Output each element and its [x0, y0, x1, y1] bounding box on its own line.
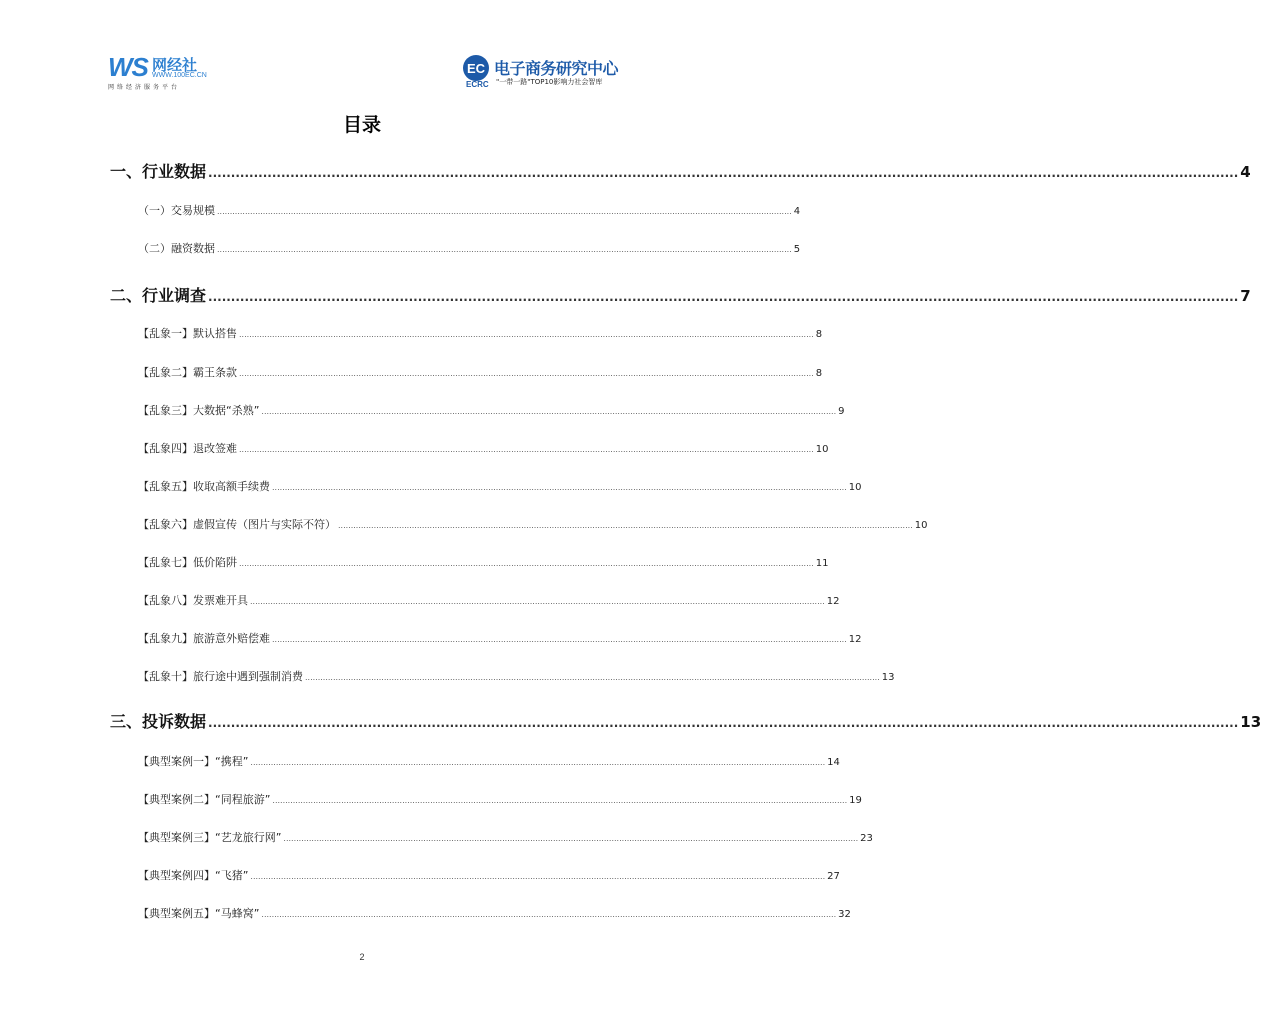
toc-entry-label: 【乱象七】低价陷阱	[138, 556, 237, 569]
toc-dot-leader: ..................................................................................................................................................................................................................................	[217, 245, 792, 254]
toc-entry-label: 【乱象三】大数据“杀熟”	[138, 404, 260, 417]
toc-entry-page: 13	[881, 672, 895, 683]
toc-dot-leader: ..................................................................................................................................................................................................................................	[261, 407, 837, 416]
toc-entry-label: 【乱象四】退改签难	[138, 442, 237, 455]
toc-entry-label: （二）融资数据	[138, 242, 215, 255]
toc-entry-label: 【乱象二】霸王条款	[138, 366, 237, 379]
toc-subsection-entry[interactable]	[138, 554, 829, 570]
toc-entry-label: 【乱象九】旅游意外赔偿难	[138, 632, 270, 645]
toc-entry-page: 10	[914, 520, 928, 531]
toc-entry-page: 13	[1240, 713, 1261, 731]
toc-dot-leader: ..................................................................................................................................................................................................................................	[239, 559, 814, 568]
toc-dot-leader: ..................................................................................................................................................................................................................................	[250, 872, 826, 881]
ecrc-tagline: "一带一路"TOP10影响力社会智库	[496, 78, 603, 86]
toc-dot-leader: ..................................................................................................................................................................................................................................	[239, 369, 814, 378]
toc-entry-page: 19	[849, 795, 862, 806]
toc-dot-leader: ..................................................................................................................................................................................................................................	[272, 635, 847, 644]
toc-section-entry[interactable]	[110, 709, 1261, 731]
toc-entry-label: 【乱象一】默认搭售	[138, 327, 237, 340]
page-number: 2	[359, 952, 365, 962]
toc-dot-leader: ..................................................................................................................................................................................................................................	[208, 166, 1239, 180]
toc-subsection-entry[interactable]	[138, 829, 873, 845]
toc-dot-leader: ..................................................................................................................................................................................................................................	[272, 796, 848, 805]
toc-dot-leader: ..................................................................................................................................................................................................................................	[338, 521, 913, 530]
toc-entry-label: 【乱象五】收取高额手续费	[138, 480, 270, 493]
toc-entry-label: 【乱象八】发票难开具	[138, 594, 248, 607]
toc-subsection-entry[interactable]	[138, 905, 851, 921]
toc-entry-page: 11	[815, 558, 829, 569]
toc-entry-label: 【典型案例四】“飞猪”	[138, 869, 249, 882]
toc-title: 目录	[342, 114, 381, 136]
ecrc-name: 电子商务研究中心	[494, 59, 619, 78]
toc-entry-page: 7	[1240, 287, 1251, 305]
toc-dot-leader: ..................................................................................................................................................................................................................................	[208, 716, 1239, 730]
toc-entry-label: 【典型案例一】“携程”	[138, 755, 249, 768]
toc-dot-leader: ..................................................................................................................................................................................................................................	[250, 758, 826, 767]
toc-section-entry[interactable]	[110, 283, 1251, 305]
toc-subsection-entry[interactable]	[138, 402, 845, 418]
toc-dot-leader: ..................................................................................................................................................................................................................................	[261, 910, 837, 919]
toc-dot-leader: ..................................................................................................................................................................................................................................	[239, 445, 814, 454]
toc-subsection-entry[interactable]	[138, 440, 829, 456]
toc-entry-page: 8	[815, 329, 823, 340]
toc-dot-leader: ..................................................................................................................................................................................................................................	[208, 290, 1239, 304]
toc-entry-page: 4	[1240, 163, 1251, 181]
toc-dot-leader: ..................................................................................................................................................................................................................................	[250, 597, 825, 606]
toc-dot-leader: ..................................................................................................................................................................................................................................	[217, 207, 792, 216]
toc-entry-page: 23	[860, 833, 873, 844]
toc-subsection-entry[interactable]	[138, 478, 862, 494]
ecrc-emblem-text: EC	[466, 61, 486, 76]
ecrc-abbr: ECRC	[466, 80, 489, 89]
toc-entry-page: 10	[848, 482, 862, 493]
toc-entry-label: 【乱象十】旅行途中遇到强制消费	[138, 670, 303, 683]
toc-subsection-entry[interactable]	[138, 753, 840, 769]
toc-entry-label: 【典型案例二】“同程旅游”	[138, 793, 271, 806]
toc-dot-leader: ..................................................................................................................................................................................................................................	[283, 834, 859, 843]
ws-logo-mark: WS	[108, 52, 148, 82]
toc-entry-page: 5	[793, 244, 801, 255]
toc-entry-label: 二、行业调查	[110, 286, 207, 305]
toc-dot-leader: ..................................................................................................................................................................................................................................	[239, 330, 814, 339]
toc-entry-page: 14	[827, 757, 840, 768]
toc-entry-label: （一）交易规模	[138, 204, 215, 217]
toc-section-entry[interactable]	[110, 159, 1251, 181]
toc-entry-label: 一、行业数据	[110, 162, 207, 181]
toc-entry-page: 27	[827, 871, 840, 882]
toc-entry-page: 12	[826, 596, 840, 607]
toc-subsection-entry[interactable]	[138, 364, 823, 380]
toc-subsection-entry[interactable]	[138, 325, 823, 341]
toc-entry-label: 【乱象六】虚假宣传（图片与实际不符）	[138, 518, 336, 531]
toc-entry-page: 8	[815, 368, 823, 379]
toc-subsection-entry[interactable]	[138, 668, 895, 684]
wangjingshe-logo	[108, 52, 218, 92]
toc-entry-label: 三、投诉数据	[110, 712, 207, 731]
toc-entry-page: 4	[793, 206, 801, 217]
toc-entry-page: 10	[815, 444, 829, 455]
toc-entry-page: 12	[848, 634, 862, 645]
toc-subsection-entry[interactable]	[138, 516, 928, 532]
toc-subsection-entry[interactable]	[138, 592, 840, 608]
toc-dot-leader: ..................................................................................................................................................................................................................................	[305, 673, 880, 682]
toc-subsection-entry[interactable]	[138, 202, 801, 218]
toc-entry-label: 【典型案例三】“艺龙旅行网”	[138, 831, 282, 844]
toc-subsection-entry[interactable]	[138, 240, 801, 256]
logo-url: WWW.100EC.CN	[152, 72, 207, 79]
toc-subsection-entry[interactable]	[138, 867, 840, 883]
toc-subsection-entry[interactable]	[138, 791, 862, 807]
toc-dot-leader: ..................................................................................................................................................................................................................................	[272, 483, 847, 492]
ecrc-logo	[462, 54, 622, 90]
toc-entry-page: 9	[838, 406, 845, 417]
logo-slogan: 网络经济服务平台	[108, 84, 181, 91]
toc-entry-label: 【典型案例五】“马蜂窝”	[138, 907, 260, 920]
toc-subsection-entry[interactable]	[138, 630, 862, 646]
logo-brand-name: 网经社	[152, 56, 198, 74]
toc-entry-page: 32	[838, 909, 851, 920]
ecrc-emblem-icon	[462, 54, 490, 82]
